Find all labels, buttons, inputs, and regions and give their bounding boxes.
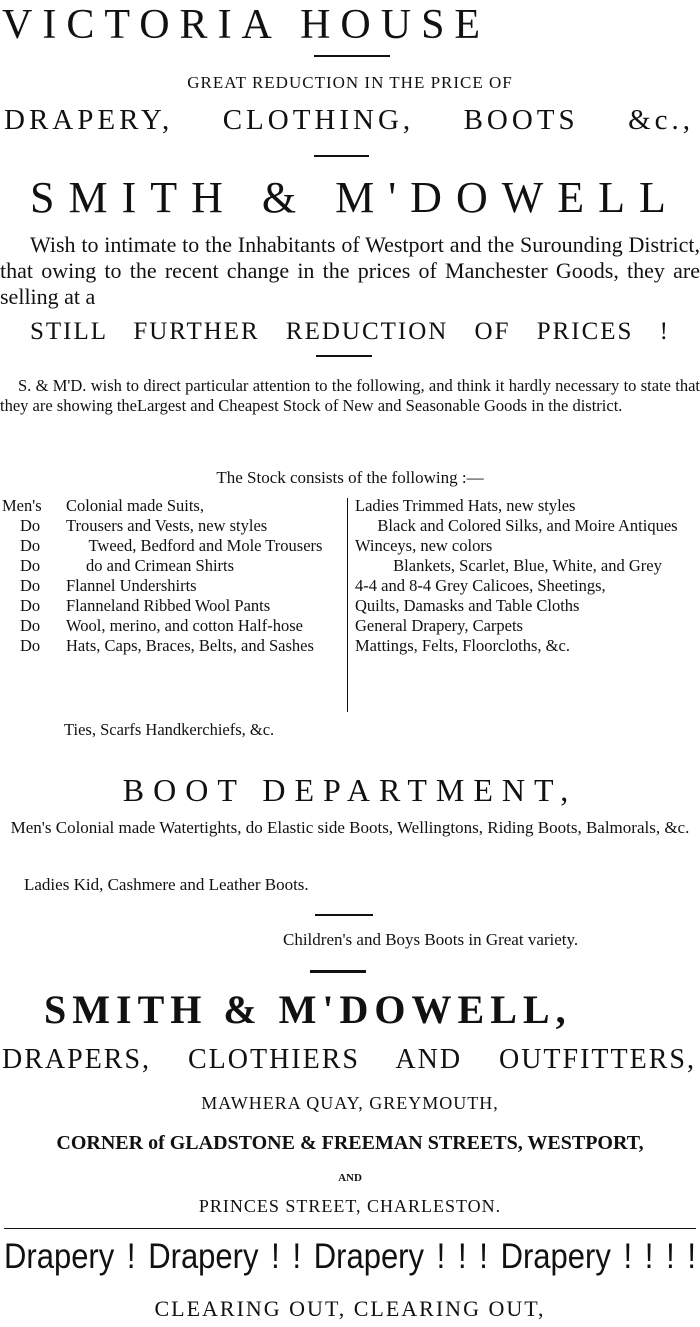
boots-ladies: Ladies Kid, Cashmere and Leather Boots. — [24, 875, 309, 894]
item-text: Wool, merino, and cotton Half-hose — [66, 616, 303, 635]
ad-goods-line: DRAPERY, CLOTHING, BOOTS &c., — [4, 104, 694, 136]
item-prefix: Do — [20, 536, 41, 555]
item-text: Tweed, Bedford and Mole Trousers — [88, 536, 323, 555]
list-item — [0, 576, 345, 596]
boots-mens: Men's Colonial made Watertights, do Elastic side Boots, Wellingtons, Riding Boots, Balmorals, &c. — [10, 818, 690, 837]
item-prefix: Do — [20, 516, 41, 535]
item-text: Flanneland Ribbed Wool Pants — [66, 596, 271, 615]
list-item: Ladies Trimmed Hats, new styles — [355, 496, 576, 515]
footer-firm-name: SMITH & M'DOWELL, — [44, 987, 572, 1032]
reduction-headline: STILL FURTHER REDUCTION OF PRICES ! — [30, 318, 670, 345]
rule — [310, 970, 366, 973]
item-text: Flannel Undershirts — [66, 576, 197, 595]
item-prefix: Do — [20, 576, 41, 595]
separator-rule — [4, 1228, 696, 1229]
rule — [316, 355, 372, 357]
stock-intro: The Stock consists of the following :— — [216, 468, 484, 487]
list-item — [0, 496, 345, 516]
rule — [314, 155, 369, 157]
item-text: Hats, Caps, Braces, Belts, and Sashes — [66, 636, 314, 655]
item-text: Trousers and Vests, new styles — [66, 516, 268, 535]
list-item — [0, 636, 345, 656]
list-item — [0, 516, 345, 536]
item-prefix: Men's — [2, 496, 42, 515]
and-word: AND — [338, 1172, 362, 1184]
item-text: Colonial made Suits, — [66, 496, 204, 515]
list-item — [0, 536, 345, 556]
list-item — [0, 596, 345, 616]
footer-trade: DRAPERS, CLOTHIERS AND OUTFITTERS, — [2, 1044, 696, 1075]
firm-name: SMITH & M'DOWELL — [30, 173, 680, 222]
clearing-out-line: CLEARING OUT, CLEARING OUT, — [154, 1296, 546, 1321]
boots-children: Children's and Boys Boots in Great variety. — [283, 930, 579, 949]
ad-title: VICTORIA HOUSE — [2, 2, 491, 48]
list-item — [0, 616, 345, 636]
stock-right-column — [355, 496, 700, 656]
list-item: Ties, Scarfs Handkerchiefs, &c. — [64, 720, 275, 739]
stock-left-column — [0, 496, 345, 656]
list-item: Winceys, new colors — [355, 536, 493, 555]
ad-subtitle: GREAT REDUCTION IN THE PRICE OF — [187, 73, 513, 92]
list-item: 4-4 and 8-4 Grey Calicoes, Sheetings, — [355, 576, 606, 595]
list-item — [0, 556, 345, 576]
drapery-headline: Drapery ! Drapery ! ! Drapery ! ! ! Drapery ! ! ! ! — [4, 1236, 696, 1277]
item-prefix: Do — [20, 616, 41, 635]
item-prefix: Do — [20, 556, 41, 575]
rule — [315, 914, 373, 916]
item-text: do and Crimean Shirts — [86, 556, 235, 575]
address-charleston: PRINCES STREET, CHARLESTON. — [198, 1196, 502, 1216]
address-westport: CORNER of GLADSTONE & FREEMAN STREETS, WESTPORT, — [56, 1132, 644, 1154]
list-item: Quilts, Damasks and Table Cloths — [355, 596, 580, 615]
boot-heading: BOOT DEPARTMENT, — [122, 772, 578, 808]
list-item: Black and Colored Silks, and Moire Antiques — [377, 516, 678, 535]
item-prefix: Do — [20, 596, 41, 615]
list-item: General Drapery, Carpets — [355, 616, 523, 635]
list-item: Mattings, Felts, Floorcloths, &c. — [355, 636, 570, 655]
item-prefix: Do — [20, 636, 41, 655]
intro-paragraph: Wish to intimate to the Inhabitants of Westport and the Surounding District, that owing to the recent change in the prices of Manchester Goods, they are selling at a — [0, 232, 700, 309]
list-item: Blankets, Scarlet, Blue, White, and Grey — [393, 556, 662, 575]
address-greymouth: MAWHERA QUAY, GREYMOUTH, — [201, 1093, 499, 1113]
rule — [314, 55, 390, 57]
column-divider — [347, 498, 348, 712]
notice-paragraph: S. & M'D. wish to direct particular attention to the following, and think it hardly necessary to state that they are showing theLargest and Cheapest Stock of New and Seasonable Goods in the district. — [0, 376, 700, 415]
